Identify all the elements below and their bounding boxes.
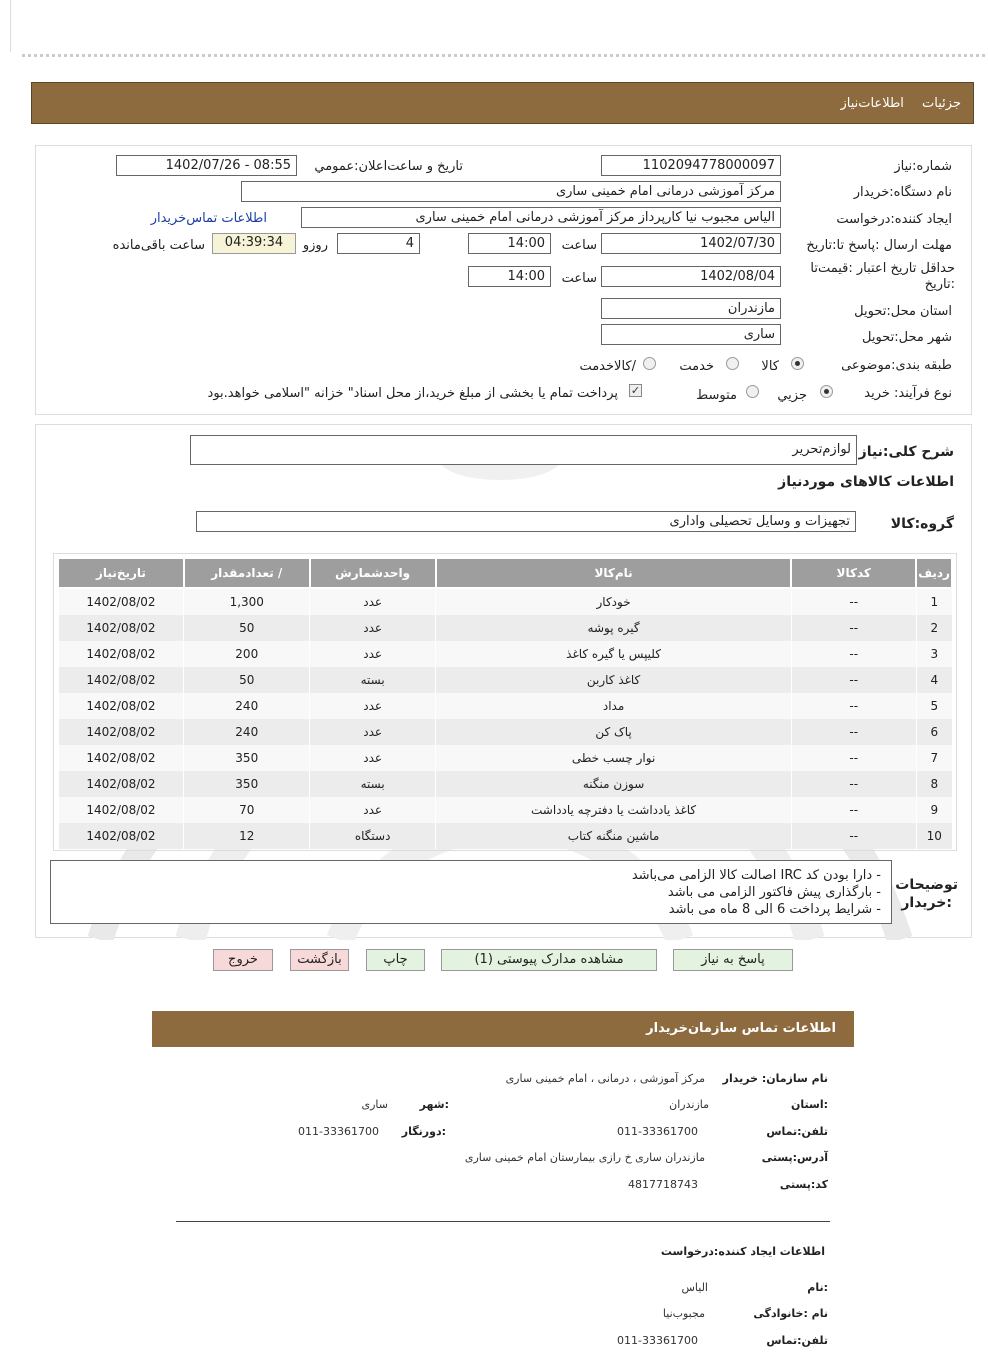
cell-date: 1402/08/02 — [58, 693, 184, 719]
org-name-label: نام سازمان: خریدار — [722, 1072, 828, 1085]
exit-button[interactable]: خروج — [213, 949, 273, 971]
category-option-service: خدمت — [679, 359, 714, 374]
notes-box — [50, 860, 892, 924]
buyer-contact-link[interactable]: اطلاعات تماس‌خریدار — [150, 211, 267, 226]
tab-need-info[interactable]: اطلاعات‌نیاز — [840, 96, 904, 111]
cell-qty: 350 — [184, 771, 310, 797]
announce-date-label: تاریخ و ساعت‌اعلان:عمومي — [314, 159, 463, 174]
cell-row: 5 — [916, 693, 952, 719]
top-divider — [22, 54, 985, 57]
view-documents-button[interactable]: مشاهده مدارک پیوستی (1) — [441, 949, 657, 971]
process-option-medium: متوسط — [696, 388, 737, 403]
cell-unit: عدد — [310, 745, 436, 771]
cell-code: -- — [791, 745, 916, 771]
process-radio-small[interactable] — [820, 385, 833, 398]
table-row — [58, 615, 952, 641]
category-radio-goods-service[interactable] — [643, 357, 656, 370]
table-header-row — [58, 558, 952, 588]
cell-row: 9 — [916, 797, 952, 823]
notes-line-2: - بارگذاری پیش فاکتور الزامی می باشد — [667, 885, 881, 900]
col-date-header: تاریخ‌نیاز — [58, 558, 184, 588]
validity-label: حداقل تاریخ اعتبار :قیمت‌تا :تاریخ — [810, 261, 955, 292]
buyer-contact-title: اطلاعات تماس سازمان‌خریدار — [646, 1021, 836, 1036]
cell-date: 1402/08/02 — [58, 823, 184, 849]
validity-hour-label: ساعت — [561, 271, 597, 286]
cell-row: 8 — [916, 771, 952, 797]
category-radio-goods[interactable] — [791, 357, 804, 370]
cell-date: 1402/08/02 — [58, 797, 184, 823]
fax-value: 011-33361700 — [298, 1125, 379, 1138]
creator-field: الیاس مجبوب نیا کارپرداز مرکز آموزشی درمانی امام خمینی ساری — [301, 207, 781, 228]
cell-date: 1402/08/02 — [58, 641, 184, 667]
postal-code-label: کد:پستی — [779, 1178, 828, 1191]
goods-group-label: گروه:کالا — [890, 516, 954, 532]
cell-date: 1402/08/02 — [58, 667, 184, 693]
cell-unit: بسته — [310, 667, 436, 693]
cell-qty: 12 — [184, 823, 310, 849]
cell-code: -- — [791, 719, 916, 745]
cell-code: -- — [791, 588, 916, 615]
cell-qty: 240 — [184, 719, 310, 745]
cell-name: نوار چسب خطی — [436, 745, 792, 771]
back-button[interactable]: بازگشت — [290, 949, 349, 971]
creator-phone-label: تلفن:تماس — [766, 1334, 828, 1347]
city-label: شهر محل:تحویل — [862, 330, 952, 345]
details-header-bar — [31, 82, 974, 124]
address-value: مازندران ساری خ رازی بیمارستان امام خمینی ساری — [464, 1151, 705, 1164]
cell-date: 1402/08/02 — [58, 771, 184, 797]
postal-code-value: 4817718743 — [628, 1178, 698, 1191]
remaining-label: ساعت باقی‌مانده — [112, 238, 205, 253]
cell-qty: 70 — [184, 797, 310, 823]
notes-line-3: - شرایط پرداخت 6 الی 8 ماه می باشد — [668, 902, 881, 917]
province-label: استان محل:تحویل — [854, 304, 952, 319]
creator-phone-value: 011-33361700 — [617, 1334, 698, 1347]
process-type-label: نوع فرآیند: خرید — [864, 386, 952, 401]
cell-unit: دستگاه — [310, 823, 436, 849]
goods-table — [57, 557, 953, 849]
announce-date-field: 1402/07/26 - 08:55 — [116, 155, 297, 176]
cell-qty: 240 — [184, 693, 310, 719]
cell-code: -- — [791, 615, 916, 641]
days-field: 4 — [337, 233, 420, 254]
goods-group-field: تجهیزات و وسایل تحصیلی واداری — [196, 511, 856, 532]
category-option-goods: کالا — [761, 359, 779, 374]
cell-row: 1 — [916, 588, 952, 615]
cell-qty: 50 — [184, 615, 310, 641]
creator-name-label: :نام — [807, 1281, 828, 1294]
table-row — [58, 693, 952, 719]
description-field: لوازم‌تحریر — [190, 435, 857, 465]
table-row — [58, 823, 952, 849]
cell-name: کاغذ یادداشت یا دفترچه یادداشت — [436, 797, 792, 823]
cell-name: کلیپس یا گیره کاغذ — [436, 641, 792, 667]
province-contact-label: :استان — [791, 1098, 828, 1111]
cell-code: -- — [791, 667, 916, 693]
cell-code: -- — [791, 823, 916, 849]
cell-code: -- — [791, 693, 916, 719]
cell-date: 1402/08/02 — [58, 588, 184, 615]
payment-note: پرداخت تمام یا بخشی از مبلغ خرید،از محل اسناد" خزانه "اسلامی خواهد.بود — [207, 386, 618, 401]
notes-label-line2: :خریدار — [901, 895, 952, 911]
description-label: شرح کلی:نیاز — [858, 444, 954, 460]
deadline-time-field: 14:00 — [468, 233, 551, 254]
cell-row: 7 — [916, 745, 952, 771]
cell-name: پاک کن — [436, 719, 792, 745]
phone-value: 011-33361700 — [617, 1125, 698, 1138]
category-label: طبقه بندی:موضوعی — [841, 358, 952, 373]
goods-info-title: اطلاعات کالاهای موردنیاز — [778, 474, 954, 490]
creator-label: ایجاد کننده:درخواست — [836, 212, 952, 227]
table-row — [58, 745, 952, 771]
tab-details[interactable]: جزئیات — [922, 96, 961, 111]
contact-divider — [176, 1221, 830, 1222]
table-row — [58, 719, 952, 745]
cell-unit: عدد — [310, 797, 436, 823]
cell-row: 3 — [916, 641, 952, 667]
table-row — [58, 641, 952, 667]
need-number-label: شماره:نیاز — [894, 159, 952, 174]
creator-info-title: اطلاعات ایجاد کننده:درخواست — [660, 1245, 825, 1258]
province-contact-value: مازندران — [669, 1098, 709, 1111]
table-row — [58, 667, 952, 693]
cell-row: 4 — [916, 667, 952, 693]
validity-date-field: 1402/08/04 — [601, 266, 781, 287]
deadline-hour-label: ساعت — [561, 238, 597, 253]
cell-date: 1402/08/02 — [58, 615, 184, 641]
process-option-small: جزيي — [777, 388, 807, 403]
cell-row: 2 — [916, 615, 952, 641]
cell-unit: عدد — [310, 615, 436, 641]
left-border-line — [10, 0, 11, 52]
cell-row: 10 — [916, 823, 952, 849]
fax-label: :دورنگار — [401, 1125, 446, 1138]
cell-name: مداد — [436, 693, 792, 719]
cell-date: 1402/08/02 — [58, 745, 184, 771]
city-contact-value: ساری — [361, 1098, 388, 1111]
city-field: ساری — [601, 324, 781, 345]
need-number-field: 1102094778000097 — [601, 155, 781, 176]
cell-qty: 200 — [184, 641, 310, 667]
cell-row: 6 — [916, 719, 952, 745]
notes-line-1: - دارا بودن کد IRC اصالت کالا الزامی می‌باشد — [631, 868, 881, 883]
cell-code: -- — [791, 797, 916, 823]
table-row — [58, 771, 952, 797]
creator-name-value: الیاس — [681, 1281, 708, 1294]
creator-family-label: نام :خانوادگی — [753, 1307, 828, 1320]
creator-family-value: مجبوب‌نیا — [662, 1307, 705, 1320]
city-contact-label: :شهر — [419, 1098, 449, 1111]
col-qty-header: / تعدادمقدار — [184, 558, 310, 588]
cell-name: خودکار — [436, 588, 792, 615]
table-row — [58, 588, 952, 615]
cell-code: -- — [791, 641, 916, 667]
process-radio-medium[interactable] — [746, 385, 759, 398]
cell-unit: عدد — [310, 641, 436, 667]
province-field: مازندران — [601, 298, 781, 319]
header-tabs — [826, 96, 961, 111]
org-name-value: مرکز آموزشی ، درمانی ، امام خمینی ساری — [505, 1072, 705, 1085]
category-radio-service[interactable] — [726, 357, 739, 370]
cell-unit: عدد — [310, 588, 436, 615]
buyer-contact-header — [152, 1011, 854, 1047]
cell-unit: عدد — [310, 719, 436, 745]
phone-label: تلفن:تماس — [766, 1125, 828, 1138]
remaining-time: 04:39:34 — [212, 233, 296, 254]
buyer-label: نام دستگاه:خریدار — [853, 185, 952, 200]
cell-qty: 50 — [184, 667, 310, 693]
cell-code: -- — [791, 771, 916, 797]
cell-qty: 350 — [184, 745, 310, 771]
deadline-date-field: 1402/07/30 — [601, 233, 781, 254]
reply-button[interactable]: پاسخ به نیاز — [673, 949, 793, 971]
col-code-header: کدکالا — [791, 558, 916, 588]
category-option-goods-service: /کالاخدمت — [579, 359, 636, 374]
validity-time-field: 14:00 — [468, 266, 551, 287]
cell-unit: عدد — [310, 693, 436, 719]
print-button[interactable]: چاپ — [366, 949, 425, 971]
notes-label — [895, 876, 958, 912]
buyer-field: مرکز آموزشی درمانی امام خمینی ساری — [241, 181, 781, 202]
cell-date: 1402/08/02 — [58, 719, 184, 745]
cell-name: سوزن منگنه — [436, 771, 792, 797]
col-row-header: ردیف — [916, 558, 952, 588]
cell-name: گیره پوشه — [436, 615, 792, 641]
deadline-label: مهلت ارسال :پاسخ تا:تاریخ — [806, 238, 952, 253]
cell-unit: بسته — [310, 771, 436, 797]
payment-checkbox[interactable]: ✓ — [630, 384, 641, 397]
col-unit-header: واحدشمارش — [310, 558, 436, 588]
cell-qty: 1,300 — [184, 588, 310, 615]
table-row — [58, 797, 952, 823]
cell-name: ماشین منگنه کتاب — [436, 823, 792, 849]
cell-name: کاغذ کاربن — [436, 667, 792, 693]
days-label: روزو — [302, 238, 328, 253]
notes-label-line1: توضیحات — [895, 877, 958, 893]
address-label: آدرس:پستی — [761, 1151, 828, 1164]
col-name-header: نام‌کالا — [436, 558, 792, 588]
